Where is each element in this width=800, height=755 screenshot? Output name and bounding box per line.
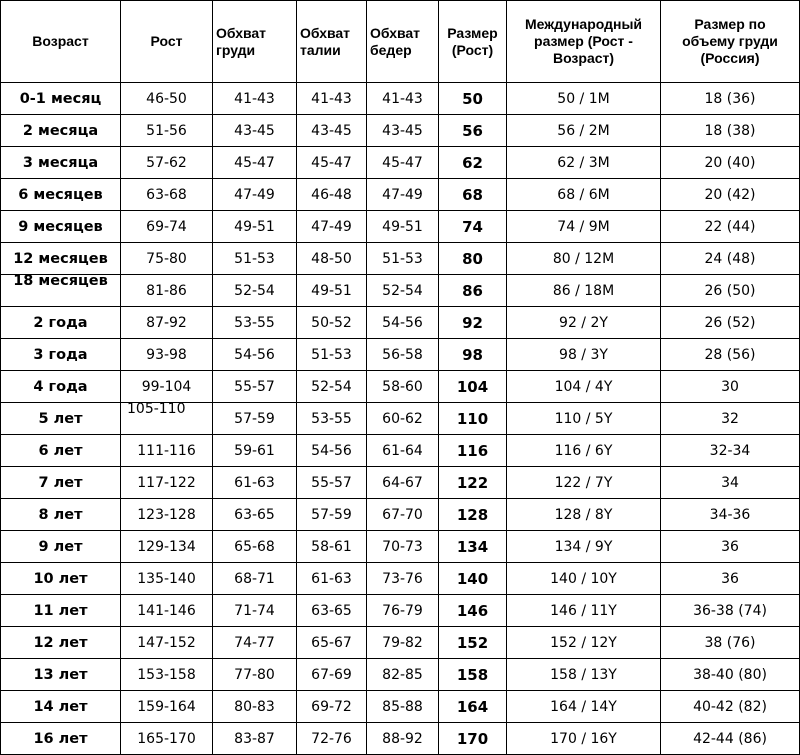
intl-size-cell: 104 / 4Y <box>507 371 661 403</box>
size-cell: 50 <box>439 83 507 115</box>
table-row <box>1 243 800 275</box>
waist-cell: 61-63 <box>297 563 367 595</box>
size-cell: 110 <box>439 403 507 435</box>
height-cell: 81-86 <box>121 275 213 307</box>
height-cell: 159-164 <box>121 691 213 723</box>
waist-cell: 51-53 <box>297 339 367 371</box>
ru-size-cell: 38-40 (80) <box>661 659 800 691</box>
table-row <box>1 467 800 499</box>
waist-cell: 48-50 <box>297 243 367 275</box>
chest-cell: 61-63 <box>213 467 297 499</box>
age-cell: 2 месяца <box>1 115 121 147</box>
intl-size-cell: 86 / 18M <box>507 275 661 307</box>
ru-size-cell: 36-38 (74) <box>661 595 800 627</box>
header-ru-line: (Россия) <box>700 50 760 66</box>
header-chest-line: груди <box>216 41 256 58</box>
header-chest <box>213 1 297 83</box>
age-cell: 7 лет <box>1 467 121 499</box>
chest-cell: 83-87 <box>213 723 297 755</box>
height-cell: 75-80 <box>121 243 213 275</box>
hips-cell: 60-62 <box>367 403 439 435</box>
chest-cell: 43-45 <box>213 115 297 147</box>
table-row <box>1 723 800 755</box>
height-cell: 147-152 <box>121 627 213 659</box>
size-cell: 170 <box>439 723 507 755</box>
size-cell: 146 <box>439 595 507 627</box>
table-row <box>1 403 800 435</box>
height-cell: 135-140 <box>121 563 213 595</box>
intl-size-cell: 134 / 9Y <box>507 531 661 563</box>
age-cell: 5 лет <box>1 403 121 435</box>
chest-cell: 65-68 <box>213 531 297 563</box>
table-row <box>1 179 800 211</box>
height-cell: 93-98 <box>121 339 213 371</box>
table-row <box>1 659 800 691</box>
height-cell: 57-62 <box>121 147 213 179</box>
hips-cell: 82-85 <box>367 659 439 691</box>
chest-cell: 52-54 <box>213 275 297 307</box>
header-hips <box>367 1 439 83</box>
chest-cell: 55-57 <box>213 371 297 403</box>
intl-size-cell: 110 / 5Y <box>507 403 661 435</box>
ru-size-cell: 26 (52) <box>661 307 800 339</box>
waist-cell: 58-61 <box>297 531 367 563</box>
chest-cell: 57-59 <box>213 403 297 435</box>
intl-size-cell: 152 / 12Y <box>507 627 661 659</box>
ru-size-cell: 42-44 (86) <box>661 723 800 755</box>
size-cell: 104 <box>439 371 507 403</box>
hips-cell: 54-56 <box>367 307 439 339</box>
table-row <box>1 275 800 307</box>
header-ru-line: Размер по <box>694 16 766 32</box>
age-cell: 13 лет <box>1 659 121 691</box>
ru-size-cell: 36 <box>661 563 800 595</box>
height-cell: 51-56 <box>121 115 213 147</box>
waist-cell: 72-76 <box>297 723 367 755</box>
age-cell: 11 лет <box>1 595 121 627</box>
size-cell: 140 <box>439 563 507 595</box>
chest-cell: 54-56 <box>213 339 297 371</box>
chest-cell: 49-51 <box>213 211 297 243</box>
height-cell: 46-50 <box>121 83 213 115</box>
waist-cell: 46-48 <box>297 179 367 211</box>
chest-cell: 63-65 <box>213 499 297 531</box>
waist-cell: 69-72 <box>297 691 367 723</box>
chest-cell: 77-80 <box>213 659 297 691</box>
age-cell: 8 лет <box>1 499 121 531</box>
hips-cell: 61-64 <box>367 435 439 467</box>
height-cell: 153-158 <box>121 659 213 691</box>
height-cell: 141-146 <box>121 595 213 627</box>
size-cell: 86 <box>439 275 507 307</box>
size-cell: 62 <box>439 147 507 179</box>
chest-cell: 59-61 <box>213 435 297 467</box>
intl-size-cell: 164 / 14Y <box>507 691 661 723</box>
ru-size-cell: 32 <box>661 403 800 435</box>
header-waist <box>297 1 367 83</box>
hips-cell: 64-67 <box>367 467 439 499</box>
table-row <box>1 691 800 723</box>
ru-size-cell: 34 <box>661 467 800 499</box>
table-row <box>1 531 800 563</box>
intl-size-cell: 158 / 13Y <box>507 659 661 691</box>
intl-size-cell: 116 / 6Y <box>507 435 661 467</box>
waist-cell: 43-45 <box>297 115 367 147</box>
intl-size-cell: 140 / 10Y <box>507 563 661 595</box>
table-row <box>1 211 800 243</box>
hips-cell: 51-53 <box>367 243 439 275</box>
hips-cell: 56-58 <box>367 339 439 371</box>
waist-cell: 57-59 <box>297 499 367 531</box>
header-size <box>439 1 507 83</box>
size-cell: 68 <box>439 179 507 211</box>
table-row <box>1 435 800 467</box>
table-row <box>1 307 800 339</box>
ru-size-cell: 26 (50) <box>661 275 800 307</box>
header-row <box>1 1 800 83</box>
chest-cell: 51-53 <box>213 243 297 275</box>
age-cell: 14 лет <box>1 691 121 723</box>
size-cell: 128 <box>439 499 507 531</box>
chest-cell: 45-47 <box>213 147 297 179</box>
height-cell: 117-122 <box>121 467 213 499</box>
size-cell: 56 <box>439 115 507 147</box>
header-size-line: Размер <box>447 24 498 41</box>
header-size-line: (Рост) <box>451 41 494 58</box>
table-row <box>1 147 800 179</box>
table-row <box>1 339 800 371</box>
ru-size-cell: 24 (48) <box>661 243 800 275</box>
ru-size-cell: 30 <box>661 371 800 403</box>
chest-cell: 41-43 <box>213 83 297 115</box>
header-ru-line: объему груди <box>682 33 778 49</box>
height-cell: 63-68 <box>121 179 213 211</box>
hips-cell: 41-43 <box>367 83 439 115</box>
ru-size-cell: 32-34 <box>661 435 800 467</box>
intl-size-cell: 56 / 2M <box>507 115 661 147</box>
intl-size-cell: 80 / 12M <box>507 243 661 275</box>
height-cell: 111-116 <box>121 435 213 467</box>
table-row <box>1 627 800 659</box>
age-cell: 12 лет <box>1 627 121 659</box>
age-cell: 6 лет <box>1 435 121 467</box>
height-cell: 123-128 <box>121 499 213 531</box>
header-age: Возраст <box>1 1 121 83</box>
chest-cell: 53-55 <box>213 307 297 339</box>
header-waist-line: Обхват <box>300 24 351 41</box>
header-intl-line: Возраст) <box>552 50 615 66</box>
height-cell: 105-110 <box>121 403 213 435</box>
intl-size-cell: 128 / 8Y <box>507 499 661 531</box>
header-ru-size <box>661 1 800 83</box>
hips-cell: 73-76 <box>367 563 439 595</box>
ru-size-cell: 22 (44) <box>661 211 800 243</box>
height-cell: 99-104 <box>121 371 213 403</box>
age-cell: 3 года <box>1 339 121 371</box>
age-cell: 4 года <box>1 371 121 403</box>
age-cell: 16 лет <box>1 723 121 755</box>
table-row <box>1 499 800 531</box>
waist-cell: 54-56 <box>297 435 367 467</box>
header-height: Рост <box>121 1 213 83</box>
intl-size-cell: 122 / 7Y <box>507 467 661 499</box>
table-body <box>1 83 800 755</box>
header-intl-line: размер (Рост - <box>534 33 633 49</box>
age-cell: 18 месяцев <box>1 275 121 307</box>
ru-size-cell: 38 (76) <box>661 627 800 659</box>
table-row <box>1 371 800 403</box>
waist-cell: 63-65 <box>297 595 367 627</box>
height-cell: 69-74 <box>121 211 213 243</box>
hips-cell: 49-51 <box>367 211 439 243</box>
chest-cell: 80-83 <box>213 691 297 723</box>
age-cell: 9 лет <box>1 531 121 563</box>
hips-cell: 45-47 <box>367 147 439 179</box>
size-cell: 80 <box>439 243 507 275</box>
size-cell: 74 <box>439 211 507 243</box>
hips-cell: 70-73 <box>367 531 439 563</box>
ru-size-cell: 36 <box>661 531 800 563</box>
size-cell: 116 <box>439 435 507 467</box>
table-row <box>1 115 800 147</box>
chest-cell: 74-77 <box>213 627 297 659</box>
age-cell: 2 года <box>1 307 121 339</box>
chest-cell: 71-74 <box>213 595 297 627</box>
header-intl-line: Международный <box>524 16 643 32</box>
size-cell: 92 <box>439 307 507 339</box>
intl-size-cell: 146 / 11Y <box>507 595 661 627</box>
age-cell: 3 месяца <box>1 147 121 179</box>
size-cell: 98 <box>439 339 507 371</box>
height-cell: 87-92 <box>121 307 213 339</box>
size-cell: 158 <box>439 659 507 691</box>
hips-cell: 47-49 <box>367 179 439 211</box>
hips-cell: 85-88 <box>367 691 439 723</box>
header-intl-size <box>507 1 661 83</box>
age-cell: 10 лет <box>1 563 121 595</box>
intl-size-cell: 50 / 1M <box>507 83 661 115</box>
size-cell: 164 <box>439 691 507 723</box>
waist-cell: 67-69 <box>297 659 367 691</box>
header-hips-line: бедер <box>370 41 412 58</box>
chest-cell: 68-71 <box>213 563 297 595</box>
ru-size-cell: 18 (38) <box>661 115 800 147</box>
hips-cell: 67-70 <box>367 499 439 531</box>
age-cell: 6 месяцев <box>1 179 121 211</box>
table-row <box>1 563 800 595</box>
hips-cell: 58-60 <box>367 371 439 403</box>
header-waist-line: талии <box>300 41 341 58</box>
age-cell: 0-1 месяц <box>1 83 121 115</box>
size-cell: 152 <box>439 627 507 659</box>
waist-cell: 47-49 <box>297 211 367 243</box>
ru-size-cell: 28 (56) <box>661 339 800 371</box>
size-cell: 134 <box>439 531 507 563</box>
intl-size-cell: 62 / 3M <box>507 147 661 179</box>
waist-cell: 53-55 <box>297 403 367 435</box>
intl-size-cell: 170 / 16Y <box>507 723 661 755</box>
ru-size-cell: 20 (40) <box>661 147 800 179</box>
ru-size-cell: 34-36 <box>661 499 800 531</box>
waist-cell: 45-47 <box>297 147 367 179</box>
header-chest-line: Обхват <box>216 24 267 41</box>
table-row <box>1 595 800 627</box>
waist-cell: 50-52 <box>297 307 367 339</box>
intl-size-cell: 68 / 6M <box>507 179 661 211</box>
age-cell: 12 месяцев <box>1 243 121 275</box>
header-hips-line: Обхват <box>370 24 421 41</box>
ru-size-cell: 40-42 (82) <box>661 691 800 723</box>
waist-cell: 52-54 <box>297 371 367 403</box>
table-header <box>1 1 800 83</box>
waist-cell: 65-67 <box>297 627 367 659</box>
waist-cell: 49-51 <box>297 275 367 307</box>
table-row <box>1 83 800 115</box>
waist-cell: 55-57 <box>297 467 367 499</box>
hips-cell: 88-92 <box>367 723 439 755</box>
intl-size-cell: 92 / 2Y <box>507 307 661 339</box>
height-cell: 129-134 <box>121 531 213 563</box>
size-cell: 122 <box>439 467 507 499</box>
ru-size-cell: 18 (36) <box>661 83 800 115</box>
hips-cell: 76-79 <box>367 595 439 627</box>
intl-size-cell: 74 / 9M <box>507 211 661 243</box>
hips-cell: 52-54 <box>367 275 439 307</box>
chest-cell: 47-49 <box>213 179 297 211</box>
hips-cell: 43-45 <box>367 115 439 147</box>
ru-size-cell: 20 (42) <box>661 179 800 211</box>
height-cell: 165-170 <box>121 723 213 755</box>
intl-size-cell: 98 / 3Y <box>507 339 661 371</box>
age-cell: 9 месяцев <box>1 211 121 243</box>
waist-cell: 41-43 <box>297 83 367 115</box>
hips-cell: 79-82 <box>367 627 439 659</box>
